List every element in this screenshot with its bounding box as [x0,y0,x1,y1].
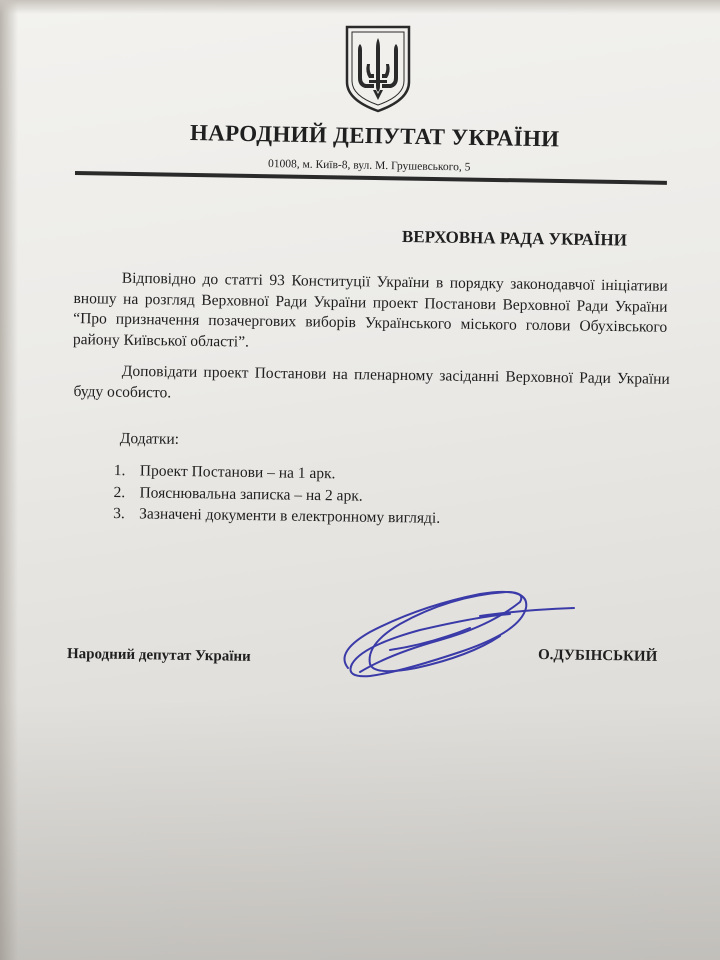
attachment-number: 2. [113,483,126,501]
signatory-position: Народний депутат України [66,646,251,665]
body-paragraph-2: Доповідати проект Постанови на пленарному засіданні Верховної Ради України буду особисто. [73,362,670,401]
attachments-list [113,460,441,529]
handwritten-signature-icon [330,580,590,690]
attachment-text: Проект Постанови – на 1 арк. [139,462,336,483]
body-paragraph-1: Відповідно до статті 93 Конституції України в порядку законодавчої ініціативи вношу на розгляд Верховної Ради України проект Постанови Верховної Ради України “Про призначення позачергових виборів Українського міського голови Обухівського району Київської області”. [72,269,668,351]
attachment-number: 1. [113,461,126,480]
attachment-text: Пояснювальна записка – на 2 арк. [139,483,363,505]
attachments-label: Додатки: [119,430,180,448]
recipient-heading: ВЕРХОВНА РАДА УКРАЇНИ [401,227,628,250]
attachment-text: Зазначені документи в електронному вигляді. [139,505,441,527]
signatory-name: О.ДУБІНСЬКИЙ [537,647,658,665]
letterhead-title: НАРОДНИЙ ДЕПУТАТ УКРАЇНИ [189,120,560,152]
letterhead-divider [75,171,667,185]
tryzub-coat-of-arms-icon [343,24,413,114]
attachment-number: 3. [113,504,125,523]
attachment-item [113,503,440,529]
letterhead-address: 01008, м. Київ-8, вул. М. Грушевського, 5 [267,158,471,174]
